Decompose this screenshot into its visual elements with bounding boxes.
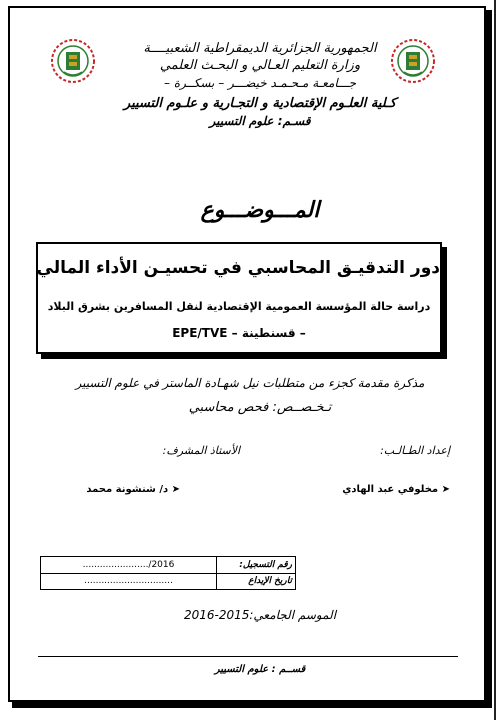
page-shadow-bottom xyxy=(12,702,492,708)
document-page xyxy=(8,6,486,702)
student-name-row xyxy=(310,484,450,495)
specialization: تـخـصــص: فحص محاسبي xyxy=(188,400,332,415)
arrow-marker-icon: ➤ xyxy=(441,484,450,495)
header-republic: الجمهورية الجزائرية الديمقراطية الشعبيــــة xyxy=(143,41,377,56)
supervisor-label: الأستاذ المشرف: xyxy=(162,444,240,457)
memo-description: مذكرة مقدمة كجزء من متطلبات نيل شهـادة الماستر في علوم التسيير xyxy=(75,376,425,390)
thesis-case-study: دراسة حالة المؤسسة العمومية الإقتصادية لنقل المسافرين بشرق البلاد xyxy=(47,300,431,313)
footer-divider xyxy=(38,656,458,657)
registration-table xyxy=(40,556,296,590)
subject-heading: المـــوضـــوع xyxy=(200,198,320,223)
table-row xyxy=(41,557,296,574)
header-faculty: كـلية العلـوم الإقتصادية و التجـارية و علـوم التسيير xyxy=(123,96,397,111)
footer-department: قســم : علوم التسيير xyxy=(214,664,306,675)
registration-number-label: رقم التسجيل: xyxy=(217,557,296,574)
thesis-title-box xyxy=(36,242,442,354)
thesis-case-location: – قسنطينة – EPE/TVE xyxy=(172,326,306,340)
supervisor-name: د/ شنشونة محمد xyxy=(86,484,169,495)
header-university: جـــامعـة مـحـمـد خيضـــر – بسكــرة – xyxy=(163,76,357,90)
prepared-by-label: إعداد الطـالـب: xyxy=(380,444,450,457)
student-name: مخلوفي عبد الهادي xyxy=(342,484,439,495)
registration-number-value: ......................./2016 xyxy=(41,557,217,574)
thesis-title: دور التدقيـق المحاسبي في تحسيـن الأداء المالي xyxy=(36,258,440,278)
table-row xyxy=(41,573,296,590)
deposit-date-label: تاريخ الإيداع xyxy=(217,573,296,590)
deposit-date-value: ............................... xyxy=(41,573,217,590)
header-ministry: وزارة التعليم العـالي و البحـث العلمي xyxy=(159,58,361,73)
supervisor-name-row xyxy=(50,484,180,495)
header-department: قسـم: علوم التسيير xyxy=(209,114,311,128)
university-logo-left xyxy=(50,38,96,84)
page-shadow-right xyxy=(486,10,492,706)
window-edge xyxy=(494,0,496,720)
arrow-marker-icon: ➤ xyxy=(171,484,180,495)
academic-season: الموسم الجامعي:2015-2016 xyxy=(183,608,337,622)
